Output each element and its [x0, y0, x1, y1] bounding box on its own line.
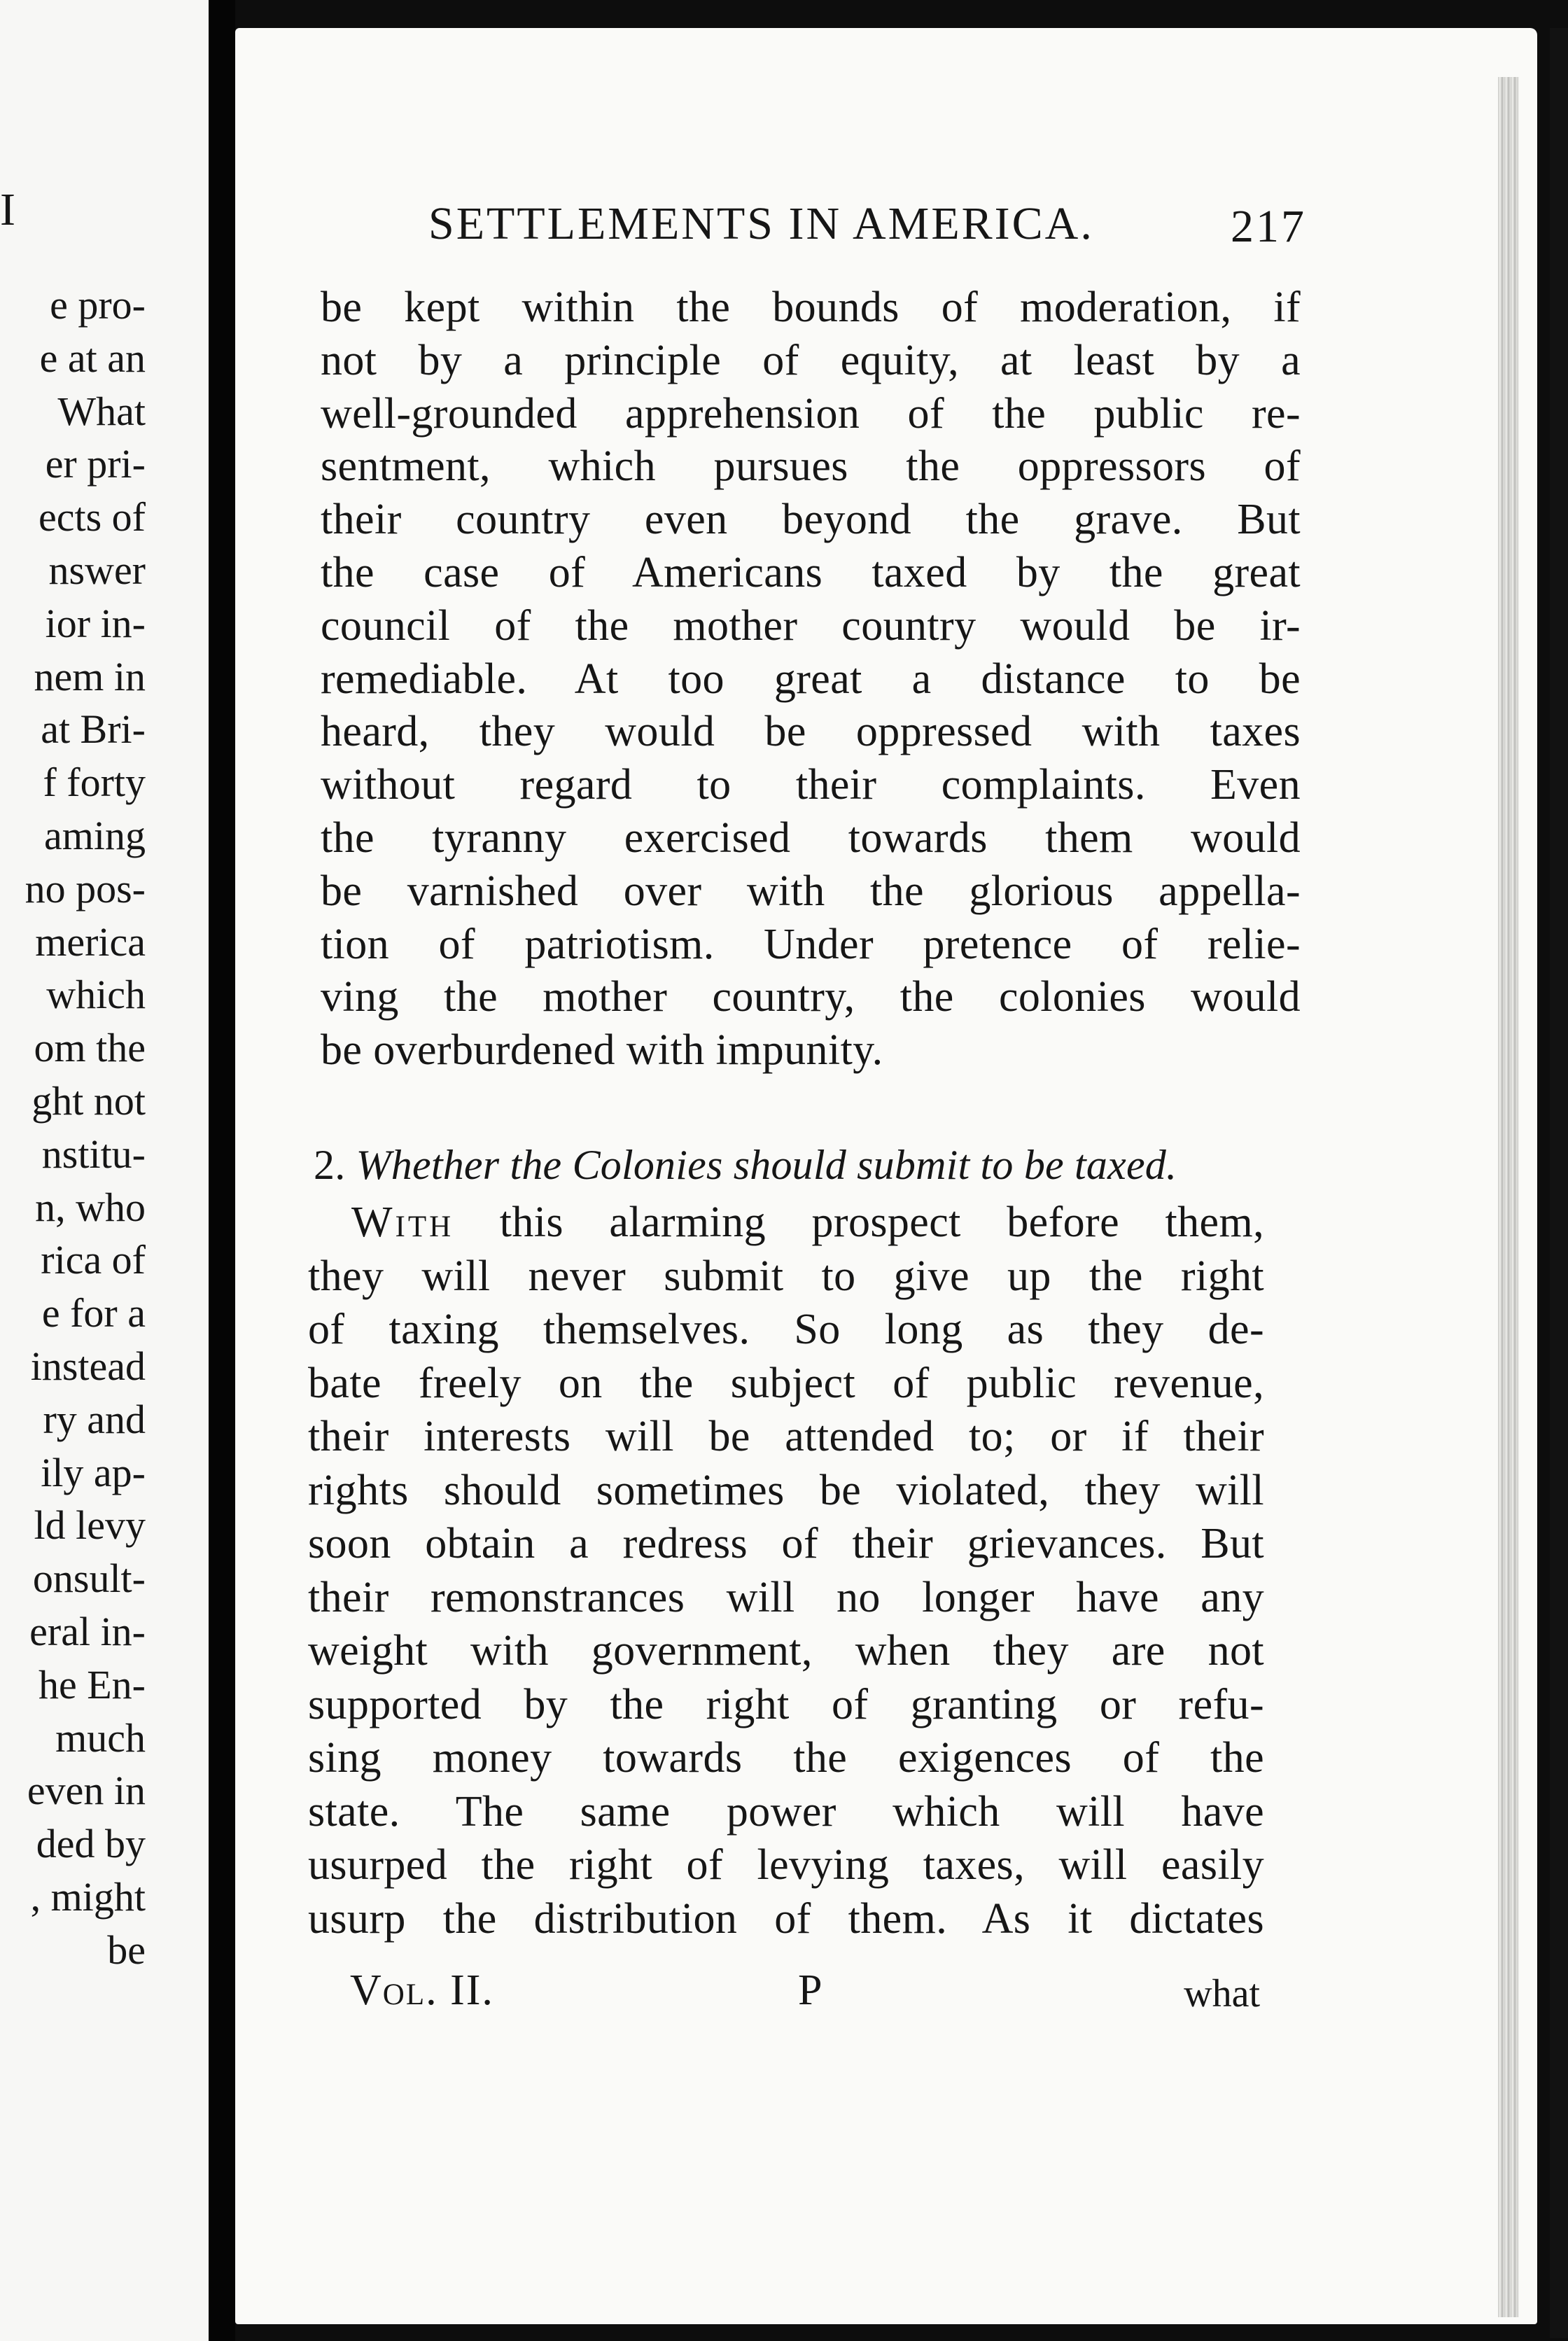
previous-page-line: rica of [41, 1237, 146, 1283]
previous-page-line: eral in- [29, 1608, 146, 1654]
text-line: council of the mother country would be ir- [321, 601, 1301, 650]
catchword: what [1184, 1972, 1260, 2015]
volume-signature: Vol. II. [350, 1966, 494, 2014]
text-line: rights should sometimes be violated, they will [308, 1466, 1264, 1514]
previous-page-line: aming [44, 812, 146, 858]
text-line: the tyranny exercised towards them would [321, 813, 1301, 862]
text-line: bate freely on the subject of public revenue, [308, 1359, 1264, 1407]
section-title: Whether the Colonies should submit to be taxed. [356, 1142, 1177, 1188]
text-line: sing money towards the exigences of the [308, 1734, 1264, 1782]
text-line: soon obtain a redress of their grievances. But [308, 1520, 1264, 1567]
previous-page-line: be [107, 1927, 146, 1973]
previous-page-line: much [55, 1714, 146, 1761]
text-line: well-grounded apprehension of the public re- [321, 389, 1301, 438]
previous-page-line: e pro- [50, 282, 146, 328]
text-line: their remonstrances will no longer have any [308, 1573, 1264, 1621]
previous-page-line: ily ap- [41, 1449, 146, 1495]
previous-page-line: ior in- [45, 600, 146, 646]
previous-page-line: even in [27, 1768, 146, 1814]
text-line: usurp the distribution of them. As it dictates [308, 1894, 1264, 1943]
text-line: state. The same power which will have [308, 1787, 1264, 1836]
running-head-title: SETTLEMENTS IN AMERICA. [428, 198, 1094, 249]
text-line: they will never submit to give up the right [308, 1252, 1264, 1300]
previous-page-line: What [57, 388, 146, 434]
previous-page-line: n, who [35, 1184, 146, 1230]
previous-page-line: nswer [48, 547, 146, 593]
previous-page-fragment [0, 0, 209, 2341]
previous-page-line: merica [35, 918, 146, 965]
previous-page-line: nstitu- [41, 1131, 146, 1177]
text-line: ving the mother country, the colonies would [321, 973, 1301, 1021]
previous-page-line: onsult- [32, 1556, 146, 1602]
text-line: remediable. At too great a distance to be [321, 655, 1301, 703]
previous-page-line: f forty [43, 760, 146, 806]
previous-page-line: at Bri- [41, 706, 146, 753]
previous-page-line: nem in [34, 653, 146, 699]
text-line: their country even beyond the grave. But [321, 496, 1301, 544]
paragraph-2 [308, 1196, 1264, 1945]
text-line: be varnished over with the glorious appella- [321, 867, 1301, 915]
text-line: sentment, which pursues the oppressors of [321, 442, 1301, 491]
previous-page-text [25, 279, 146, 1977]
previous-page-line: ded by [36, 1821, 146, 1867]
previous-page-line: e at an [39, 335, 146, 381]
previous-page-line: , might [30, 1873, 146, 1920]
previous-page-line: he En- [38, 1661, 146, 1707]
first-line-text: this alarming prospect before them, [499, 1199, 1264, 1246]
scan-border [1550, 28, 1568, 2338]
previous-page-line: om the [34, 1025, 146, 1071]
text-line: weight with government, when they are not [308, 1627, 1264, 1675]
page-number: 217 [1231, 201, 1306, 252]
previous-page-line: ght not [31, 1077, 146, 1124]
text-line: their interests will be attended to; or if their [308, 1413, 1264, 1460]
previous-page-line: no pos- [24, 865, 146, 911]
text-line: not by a principle of equity, at least by a [321, 336, 1301, 384]
previous-page-line: ld levy [34, 1502, 146, 1549]
previous-page-line: er pri- [45, 441, 146, 487]
text-line: the case of Americans taxed by the great [321, 548, 1301, 596]
previous-page-header: I [0, 184, 15, 235]
previous-page-line: ects of [38, 494, 146, 540]
opening-word: With [351, 1199, 454, 1246]
text-line: without regard to their complaints. Even [321, 761, 1301, 809]
section-heading [314, 1141, 1281, 1189]
previous-page-line: ry and [43, 1396, 146, 1442]
previous-page-line: which [46, 972, 146, 1018]
text-line: supported by the right of granting or refu- [308, 1680, 1264, 1728]
previous-page-line: e for a [41, 1290, 146, 1336]
section-number: 2. [314, 1142, 346, 1188]
running-head [428, 197, 1306, 253]
book-gutter [209, 0, 235, 2341]
text-line: tion of patriotism. Under pretence of relie- [321, 920, 1301, 968]
page-footer [350, 1966, 1260, 2022]
signature-mark: P [798, 1966, 822, 2014]
text-line: of taxing themselves. So long as they de- [308, 1306, 1264, 1353]
text-line: be kept within the bounds of moderation, if [321, 284, 1301, 331]
text-line: be overburdened with impunity. [321, 1026, 883, 1075]
previous-page-line: instead [30, 1343, 146, 1389]
text-line: usurped the right of levying taxes, will easily [308, 1841, 1264, 1889]
page-edges [1498, 77, 1519, 2317]
text-line: heard, they would be oppressed with taxes [321, 708, 1301, 756]
paragraph-1 [321, 281, 1301, 1077]
text-line [308, 1196, 1264, 1250]
